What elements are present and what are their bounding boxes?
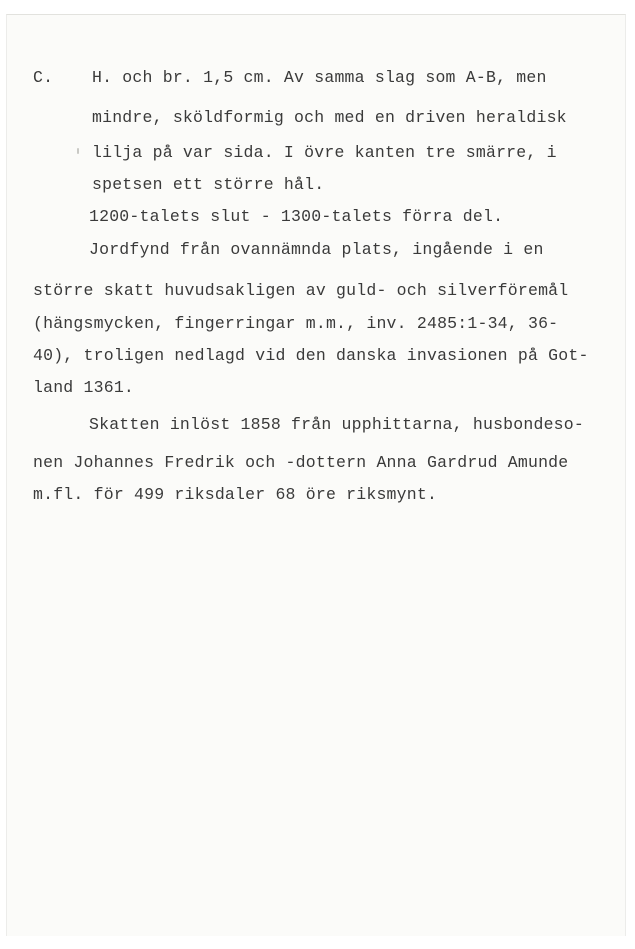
text-line-12: nen Johannes Fredrik och -dottern Anna Gardrud Amunde: [33, 453, 569, 472]
text-line-2: mindre, sköldformig och med en driven heraldisk: [92, 108, 567, 127]
text-line-8: (hängsmycken, fingerringar m.m., inv. 2485:1-34, 36-: [33, 314, 559, 333]
text-line-9: 40), troligen nedlagd vid den danska invasionen på Got-: [33, 346, 589, 365]
text-line-7: större skatt huvudsakligen av guld- och silverföremål: [33, 281, 569, 300]
text-line-3: lilja på var sida. I övre kanten tre smärre, i: [92, 143, 557, 162]
text-line-13: m.fl. för 499 riksdaler 68 öre riksmynt.: [33, 485, 438, 504]
text-line-10: land 1361.: [33, 378, 135, 397]
text-line-11: Skatten inlöst 1858 från upphittarna, husbondeso-: [89, 415, 584, 434]
card-label: C.: [33, 68, 54, 87]
text-line-6: Jordfynd från ovannämnda plats, ingående i en: [89, 240, 544, 259]
text-line-1: H. och br. 1,5 cm. Av samma slag som A-B, men: [92, 68, 547, 87]
text-line-5: 1200-talets slut - 1300-talets förra del.: [89, 207, 504, 226]
text-line-4: spetsen ett större hål.: [92, 175, 325, 194]
paper-mark: [77, 148, 79, 154]
